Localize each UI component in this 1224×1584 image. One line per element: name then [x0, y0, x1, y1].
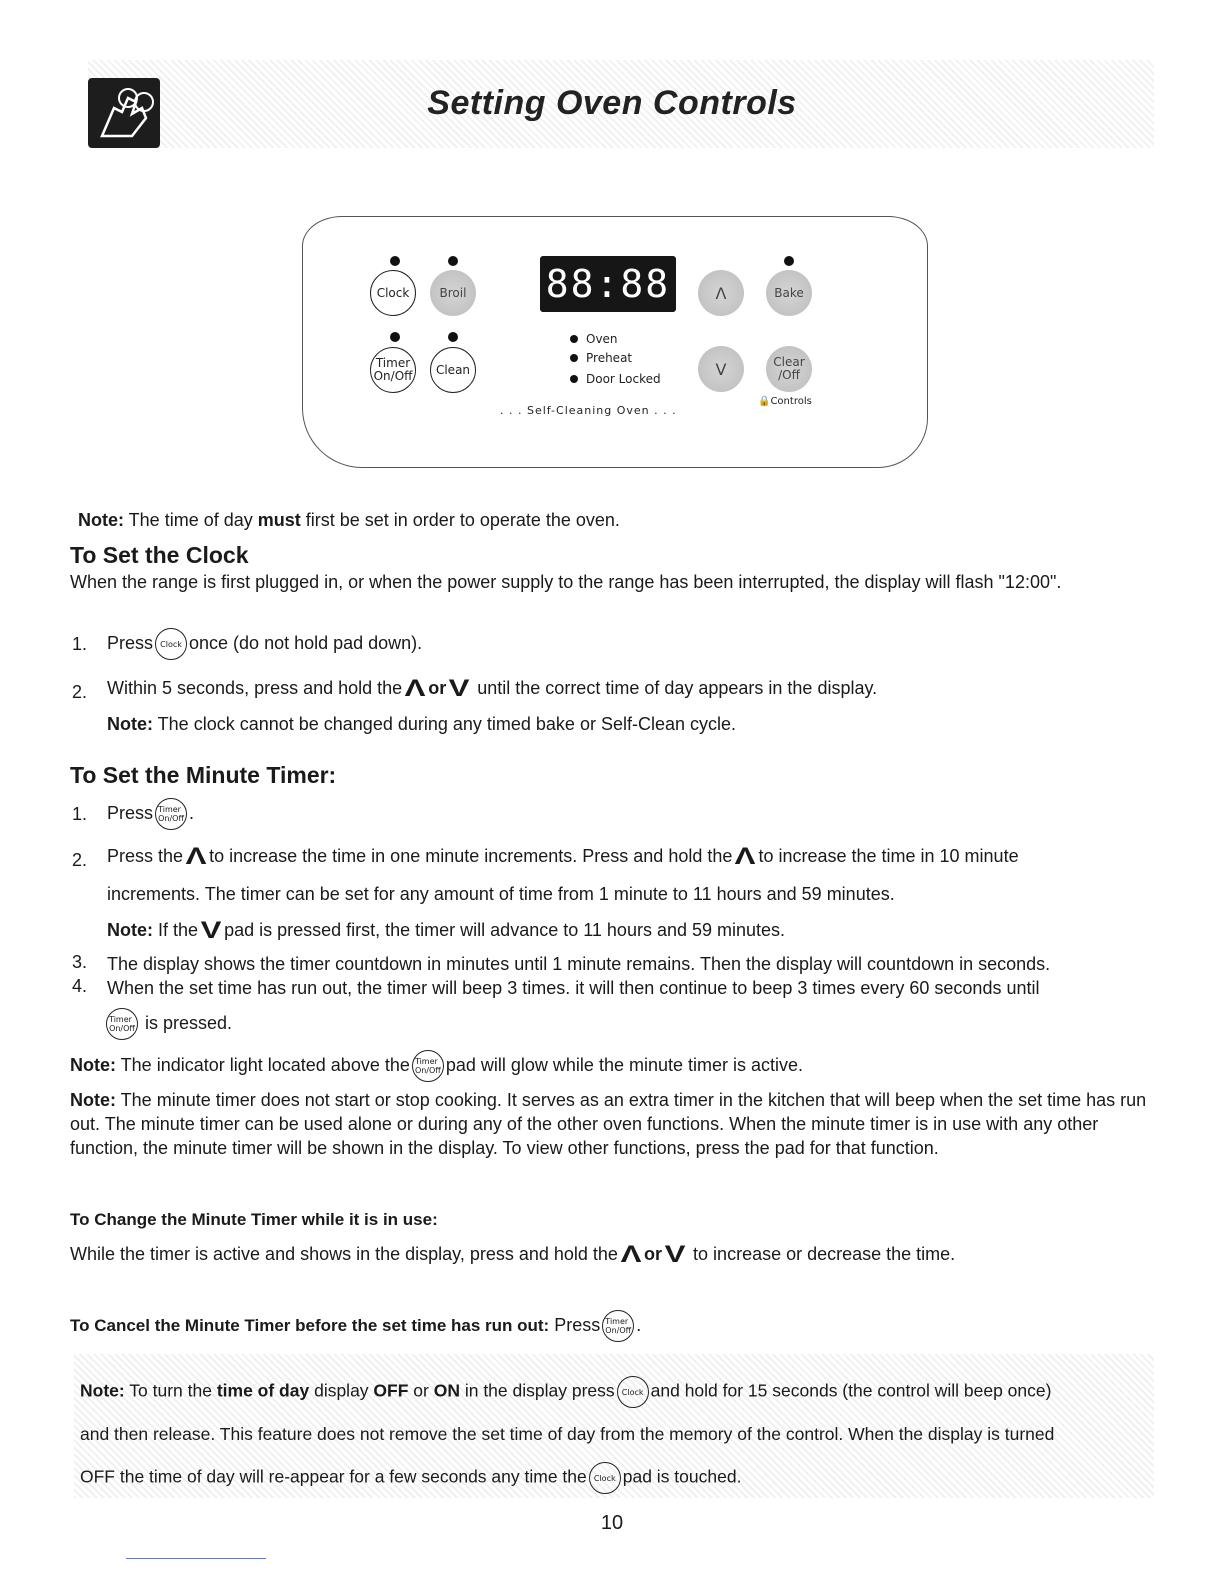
- clock-pad-icon: Clock: [589, 1462, 621, 1494]
- step-number: 2.: [72, 850, 88, 870]
- change-timer-heading: To Change the Minute Timer while it is in use:: [70, 1210, 438, 1229]
- timer-step-2: Press the Λ to increase the time in one minute increments. Press and hold the Λ to increase the time in 10 minute: [107, 843, 1019, 871]
- page-title: Setting Oven Controls: [427, 84, 797, 122]
- lock-controls-label: 🔒Controls: [758, 396, 812, 407]
- up-arrow-pad[interactable]: Λ: [698, 270, 744, 316]
- clean-pad[interactable]: Clean: [430, 347, 476, 393]
- lock-icon: 🔒: [758, 396, 771, 407]
- step-number: 1.: [72, 634, 88, 654]
- indicator-dot: [448, 332, 458, 342]
- step-number: 4.: [72, 976, 88, 996]
- step-number: 1.: [72, 804, 88, 824]
- note-display-off-line-3: OFF the time of day will re-appear for a few seconds any time the Clock pad is touched.: [80, 1462, 1154, 1494]
- page-number: 10: [600, 1512, 624, 1534]
- note-time-of-day: Note: The time of day must first be set in order to operate the oven.: [78, 510, 620, 530]
- note-display-off-line-2: and then release. This feature does not remove the set time of day from the memory of the control. When the display is turned: [80, 1424, 1055, 1444]
- clock-heading: To Set the Clock: [70, 542, 249, 568]
- down-arrow-icon: V: [448, 675, 470, 703]
- clock-pad-icon: Clock: [155, 628, 187, 660]
- indicator-dot: [448, 256, 458, 266]
- door-locked-indicator: Door Locked: [570, 372, 661, 386]
- timer-pad-icon: Timer On/Off: [412, 1050, 444, 1082]
- clock-step-2: Within 5 seconds, press and hold the Λ or V until the correct time of day appears in the display.: [107, 675, 878, 703]
- change-timer-text: While the timer is active and shows in the display, press and hold the Λ or V to increase or decrease the time.: [70, 1241, 956, 1269]
- timer-step-2-cont: increments. The timer can be set for any amount of time from 1 minute to 11 hours and 59 minutes.: [107, 884, 895, 904]
- timer-step-2-note: Note: If the V pad is pressed first, the timer will advance to 11 hours and 59 minutes.: [107, 917, 786, 945]
- timer-note-extra: Note: The minute timer does not start or stop cooking. It serves as an extra timer in the kitchen that will beep when the set time has run out. The minute timer can be used alone or during any of the other oven functions. When the minute timer is in use with any other function, the minute timer will be shown in the display. To view other functions, press the pad for that function.: [70, 1090, 1147, 1158]
- clock-note: Note: The clock cannot be changed during any timed bake or Self-Clean cycle.: [107, 714, 737, 734]
- timer-pad-icon: Timer On/Off: [155, 798, 187, 830]
- clock-intro: When the range is first plugged in, or when the power supply to the range has been interrupted, the display will flash "12:00".: [70, 572, 1062, 592]
- footer-rule: [126, 1558, 266, 1559]
- clock-pad-icon: Clock: [617, 1376, 649, 1408]
- timer-step-4-cont: Timer On/Off is pressed.: [104, 1008, 232, 1040]
- timer-step-4: When the set time has run out, the timer will beep 3 times. it will then continue to beep 3 times every 60 seconds until: [107, 978, 1040, 998]
- clock-pad[interactable]: Clock: [370, 270, 416, 316]
- digital-display: 88:88: [540, 256, 676, 312]
- timer-heading: To Set the Minute Timer:: [70, 762, 337, 788]
- step-number: 2.: [72, 682, 88, 702]
- timer-pad-icon: Timer On/Off: [602, 1310, 634, 1342]
- note-display-off-line-1: Note: To turn the time of day display OFF or ON in the display press Clock and hold for 15 seconds (the control will beep once): [80, 1376, 1154, 1408]
- down-arrow-icon: V: [664, 1241, 686, 1269]
- cancel-timer-text: To Cancel the Minute Timer before the set time has run out: Press Timer On/Off .: [70, 1310, 641, 1342]
- preheat-indicator: Preheat: [570, 351, 632, 365]
- up-arrow-icon: Λ: [620, 1241, 642, 1269]
- timer-step-3: The display shows the timer countdown in minutes until 1 minute remains. Then the display will countdown in seconds.: [107, 954, 1051, 974]
- down-arrow-pad[interactable]: V: [698, 346, 744, 392]
- up-arrow-icon: Λ: [735, 843, 756, 871]
- oven-indicator: Oven: [570, 332, 618, 346]
- step-number: 3.: [72, 952, 88, 972]
- indicator-dot: [390, 332, 400, 342]
- clock-step-1: Press Clock once (do not hold pad down).: [107, 628, 422, 660]
- timer-step-1: Press Timer On/Off .: [107, 798, 194, 830]
- indicator-dot: [390, 256, 400, 266]
- bake-pad[interactable]: Bake: [766, 270, 812, 316]
- broil-pad[interactable]: Broil: [430, 270, 476, 316]
- up-arrow-icon: Λ: [185, 843, 207, 871]
- timer-note-indicator: Note: The indicator light located above the Timer On/Off pad will glow while the minute timer is active.: [70, 1050, 1160, 1082]
- timer-on-off-pad[interactable]: Timer On/Off: [370, 347, 416, 393]
- timer-pad-icon: Timer On/Off: [106, 1008, 138, 1040]
- up-arrow-icon: Λ: [404, 675, 426, 703]
- down-arrow-icon: V: [200, 917, 222, 945]
- indicator-dot: [784, 256, 794, 266]
- clear-off-pad[interactable]: Clear /Off: [766, 346, 812, 392]
- self-cleaning-oven-label: . . . Self-Cleaning Oven . . .: [500, 404, 677, 417]
